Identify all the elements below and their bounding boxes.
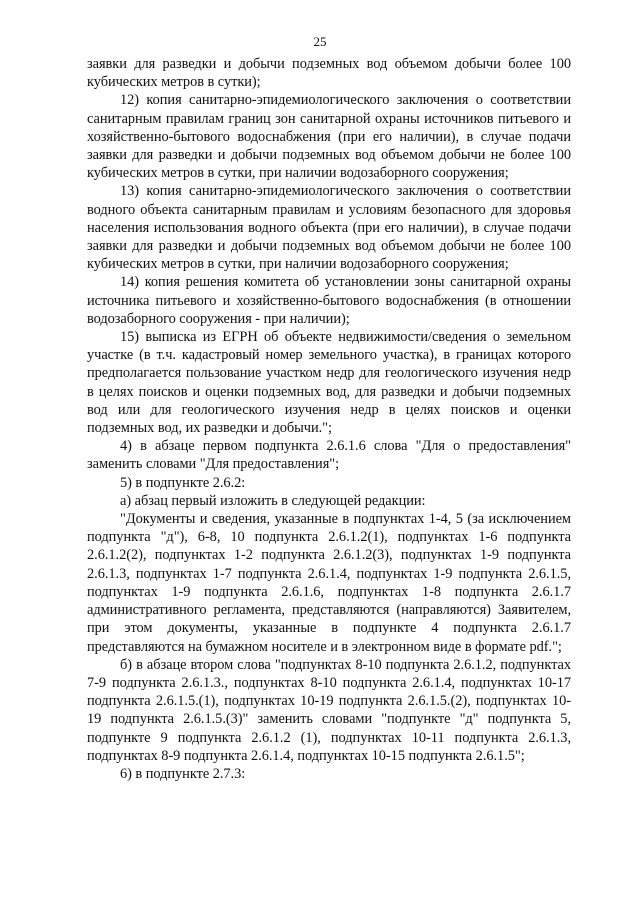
paragraph-item-15: 15) выписка из ЕГРН об объекте недвижимости/сведения о земельном участке (в т.ч. кадастровый номер земельного участка), в границах которого предполагается пользование участком недр для геологического изучения недр в целях поисков и оценки подземных вод, для разведки и добычи подземных вод или для геологического изучения недр в целях поисков и оценки подземных вод, их разведки и добычи.";	[87, 329, 571, 437]
paragraph-item-6: 6) в подпункте 2.7.3:	[120, 765, 246, 782]
paragraph-subitem-a: а) абзац первый изложить в следующей редакции:	[120, 492, 426, 509]
paragraph-item-13: 13) копия санитарно-эпидемиологического заключения о соответствии водного объекта санитарным правилам и условиям безопасного для здоровья населения использования водного объекта (при его наличии), в случае подачи заявки для разведки и добычи подземных вод объемом добычи не более 100 кубических метров в сутки, при наличии водозаборного сооружения;	[87, 183, 571, 273]
paragraph-item-14: 14) копия решения комитета об установлении зоны санитарной охраны источника питьевого и хозяйственно-бытового водоснабжения (в отношении водозаборного сооружения - при наличии);	[87, 274, 571, 327]
paragraph-quoted-text: "Документы и сведения, указанные в подпунктах 1-4, 5 (за исключением подпункта "д"), 6-8, 10 подпункта 2.6.1.2(1), подпунктах 1-6 подпункта 2.6.1.2(2), подпунктах 1-2 подпункта 2.6.1.2(3), подпунктах 1-9 подпункта 2.6.1.3, подпунктах 1-7 подпункта 2.6.1.4, подпунктах 1-9 подпункта 2.6.1.5, подпунктах 1-9 подпункта 2.6.1.6, подпунктах 1-8 подпункта 2.6.1.7 административного регламента, представляются (направляются) Заявителем, при этом документы, указанные в подпункте 4 подпункта 2.6.1.7 представляются на бумажном носителе и в электронном виде в формате pdf.";	[87, 511, 571, 655]
document-body	[87, 55, 571, 783]
paragraph-subitem-b: б) в абзаце втором слова "подпунктах 8-10 подпункта 2.6.1.2, подпунктах 7-9 подпункта 2.6.1.3., подпунктах 8-10 подпункта 2.6.1.4, подпунктах 10-17 подпункта 2.6.1.5.(1), подпунктах 10-19 подпункта 2.6.1.5.(2), подпунктах 10-19 подпункта 2.6.1.5.(3)" заменить словами "подпункте "д" подпункта 5, подпункте 9 подпункта 2.6.1.2 (1), подпунктах 10-11 подпункта 2.6.1.3, подпунктах 8-9 подпункта 2.6.1.4, подпунктах 10-15 подпункта 2.6.1.5";	[87, 656, 571, 764]
paragraph-item-4: 4) в абзаце первом подпункта 2.6.1.6 слова "Для о предоставления" заменить словами "Для предоставления";	[87, 438, 571, 473]
paragraph-item-5: 5) в подпункте 2.6.2:	[120, 474, 246, 491]
paragraph-continuation: заявки для разведки и добычи подземных вод объемом добычи более 100 кубических метров в сутки);	[87, 56, 571, 91]
paragraph-item-12: 12) копия санитарно-эпидемиологического заключения о соответствии санитарным правилам границ зон санитарной охраны источников питьевого и хозяйственно-бытового водоснабжения (при его наличии), в случае подачи заявки для разведки и добычи подземных вод объемом добычи не более 100 кубических метров в сутки, при наличии водозаборного сооружения;	[87, 92, 571, 182]
page-number: 25	[313, 34, 327, 49]
